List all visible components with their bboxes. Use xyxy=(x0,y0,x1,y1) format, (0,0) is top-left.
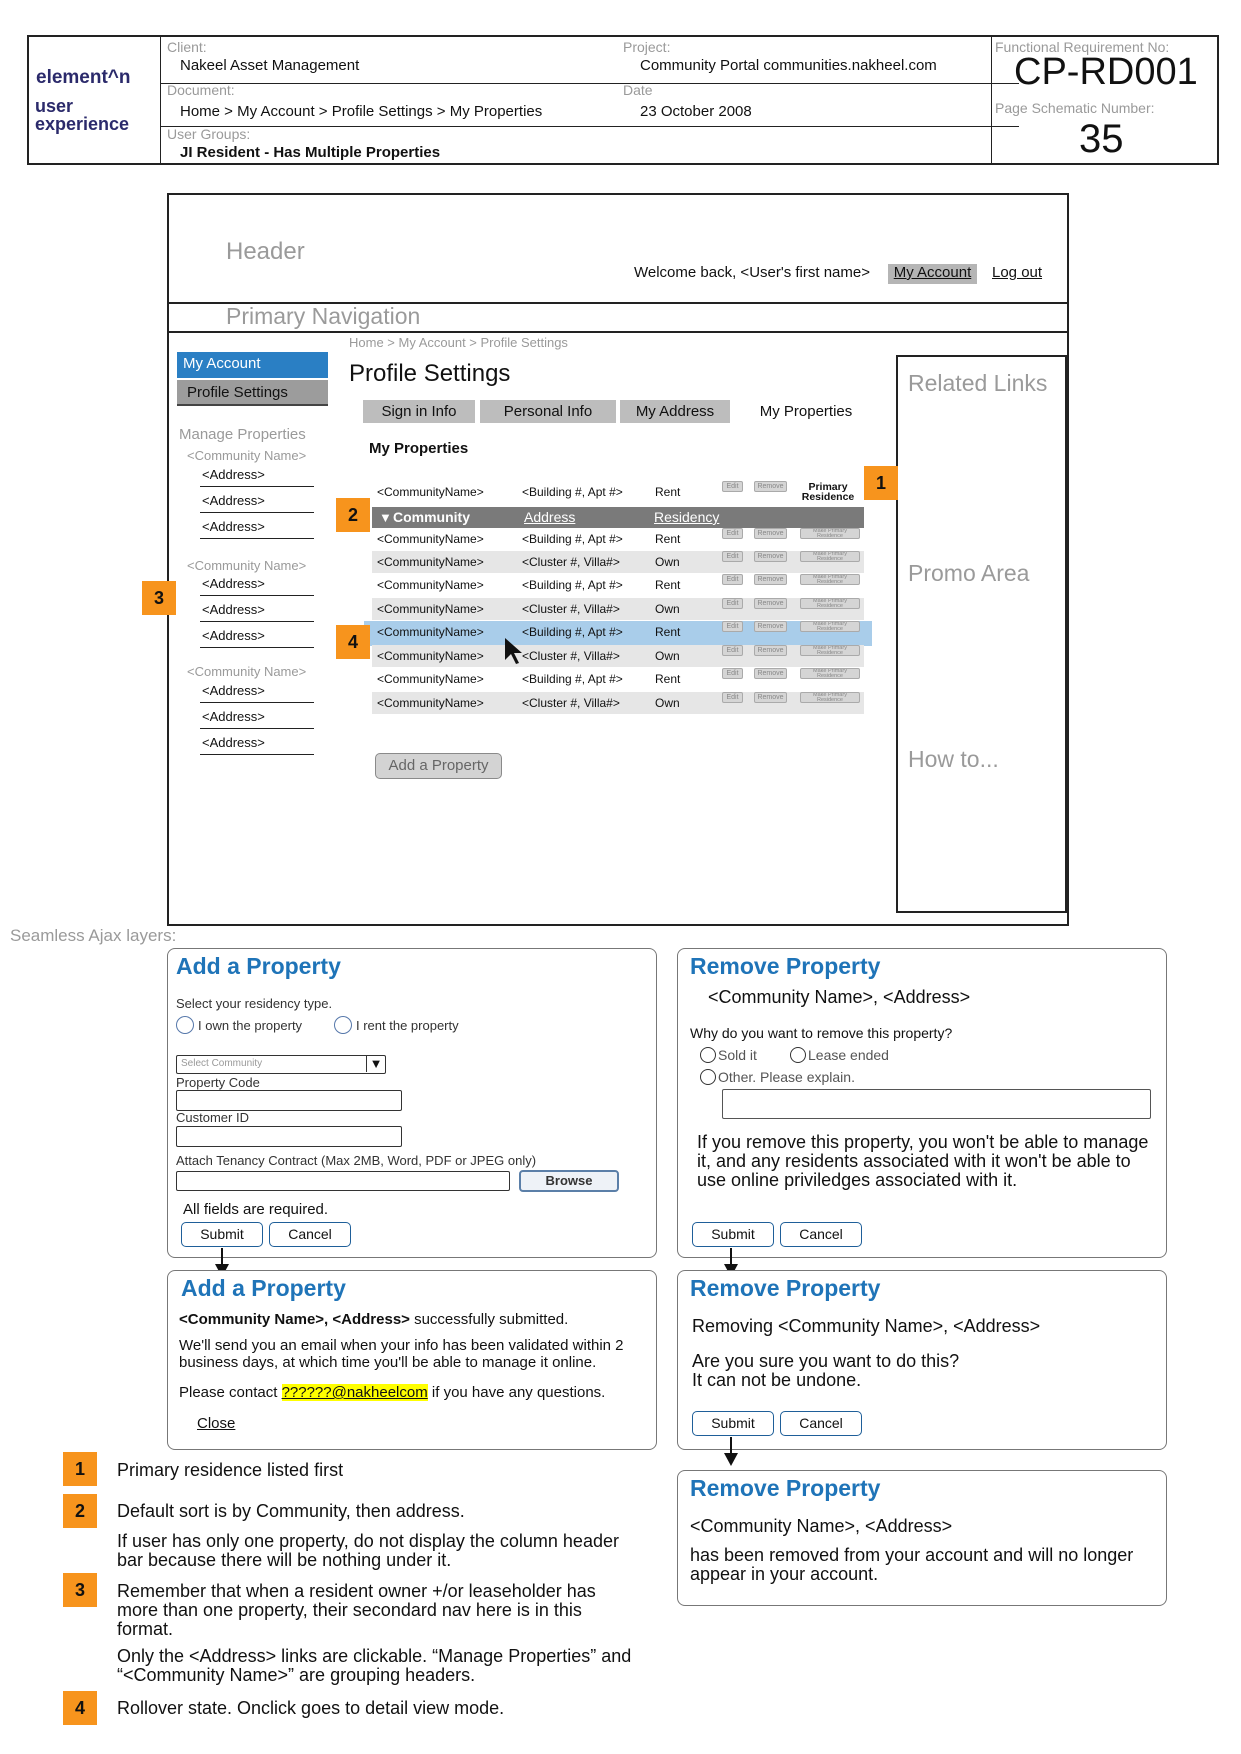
note-2-marker: 2 xyxy=(63,1494,97,1528)
cell-address: <Building #, Apt #> xyxy=(522,672,623,686)
submitted-text xyxy=(179,1311,568,1328)
option-sold[interactable] xyxy=(700,1047,757,1063)
ajax-layers-label: Seamless Ajax layers: xyxy=(10,926,177,945)
cell-residency: Rent xyxy=(655,532,681,546)
table-row[interactable] xyxy=(372,692,864,714)
remove-button[interactable]: Remove xyxy=(754,692,787,703)
sidebar-address-link[interactable]: <Address> xyxy=(200,465,314,487)
contact-prefix: Please contact xyxy=(179,1384,282,1401)
removing-text: Removing <Community Name>, <Address> xyxy=(692,1316,1041,1336)
community-select[interactable] xyxy=(176,1055,386,1074)
project-value: Community Portal communities.nakheel.com xyxy=(640,57,937,74)
submitted-rest: successfully submitted. xyxy=(409,1311,569,1328)
user-groups-value: JI Resident - Has Multiple Properties xyxy=(180,144,441,161)
document-value: Home > My Account > Profile Settings > My Properties xyxy=(180,103,543,120)
cell-community: <CommunityName> xyxy=(377,602,484,616)
project-label: Project: xyxy=(623,39,671,55)
cell-residency: Own xyxy=(655,696,680,710)
logo-line1: element^n xyxy=(36,67,131,88)
note-4-text: Rollover state. Onclick goes to detail view mode. xyxy=(117,1698,505,1718)
edit-button[interactable]: Edit xyxy=(722,668,743,679)
fr-label: Functional Requirement No: xyxy=(995,39,1170,55)
rent-option-label: I rent the property xyxy=(356,1018,459,1033)
edit-button[interactable]: Edit xyxy=(722,598,743,609)
table-row[interactable] xyxy=(372,528,864,550)
flow-arrow-icon xyxy=(723,1437,739,1467)
note-1-text: Primary residence listed first xyxy=(117,1460,344,1480)
marker-4: 4 xyxy=(336,625,370,659)
header-address[interactable]: Address xyxy=(524,509,576,525)
note-4-marker: 4 xyxy=(63,1691,97,1725)
date-label: Date xyxy=(623,82,653,98)
sidebar-item-my-account[interactable]: My Account xyxy=(177,352,328,378)
header-divider-1 xyxy=(161,83,1019,84)
confirm-cancel-button[interactable]: Cancel xyxy=(780,1411,862,1436)
cell-residency: Rent xyxy=(655,578,681,592)
contact-suffix: if you have any questions. xyxy=(427,1384,606,1401)
header-divider-v xyxy=(991,37,992,163)
remove-button[interactable]: Remove xyxy=(754,574,787,585)
edit-button[interactable]: Edit xyxy=(722,528,743,539)
sort-triangle-icon[interactable]: ▼ xyxy=(379,510,392,525)
cell-residency: Own xyxy=(655,555,680,569)
cell-community: <CommunityName> xyxy=(377,672,484,686)
remove-warning: If you remove this property, you won't be able to manage it, and any residents associated with it won't be able to use online priviledges associated with it. xyxy=(697,1132,1149,1190)
cell-community: <CommunityName> xyxy=(377,555,484,569)
option-other-label: Other. Please explain. xyxy=(718,1069,855,1085)
option-other[interactable] xyxy=(700,1069,855,1085)
client-value: Nakeel Asset Management xyxy=(180,57,360,74)
remove-button[interactable]: Remove xyxy=(754,551,787,562)
cell-community: <CommunityName> xyxy=(377,532,484,546)
remove-submit-button[interactable]: Submit xyxy=(692,1222,774,1247)
add-submit-button[interactable]: Submit xyxy=(181,1222,263,1247)
remove-button[interactable]: Remove xyxy=(754,668,787,679)
table-row[interactable] xyxy=(364,621,872,646)
related-links-placeholder: Related Links xyxy=(908,370,1048,396)
add-success-title: Add a Property xyxy=(181,1275,346,1301)
schematic-label: Page Schematic Number: xyxy=(995,100,1155,116)
make-primary-button[interactable]: Make Primary Residence xyxy=(800,528,860,539)
sidebar-item-profile-settings[interactable]: Profile Settings xyxy=(177,380,328,406)
cell-community: <CommunityName> xyxy=(377,649,484,663)
my-account-link[interactable]: My Account xyxy=(888,264,977,284)
cell-residency: Rent xyxy=(655,625,681,639)
remove-button[interactable]: Remove xyxy=(754,621,787,632)
cell-community: <CommunityName> xyxy=(377,696,484,710)
tab-my-address[interactable]: My Address xyxy=(620,400,730,423)
cell-address: <Building #, Apt #> xyxy=(522,578,623,592)
table-row[interactable] xyxy=(372,551,864,573)
add-property-title: Add a Property xyxy=(176,953,341,979)
cell-address: <Cluster #, Villa#> xyxy=(522,555,620,569)
make-primary-button[interactable]: Make Primary Residence xyxy=(800,551,860,562)
note-2-line1: Default sort is by Community, then address. xyxy=(117,1501,465,1521)
make-primary-button[interactable]: Make Primary Residence xyxy=(800,668,860,679)
user-groups-label: User Groups: xyxy=(167,126,251,142)
tab-personal-info[interactable]: Personal Info xyxy=(480,400,616,423)
sidebar-address-link[interactable]: <Address> xyxy=(200,517,314,539)
sidebar-manage-properties: Manage Properties xyxy=(179,426,306,443)
remove-button[interactable]: Remove xyxy=(754,598,787,609)
residency-prompt: Select your residency type. xyxy=(176,996,333,1011)
lease-radio[interactable] xyxy=(790,1047,806,1063)
sold-radio[interactable] xyxy=(700,1047,716,1063)
attach-label: Attach Tenancy Contract (Max 2MB, Word, PDF or JPEG only) xyxy=(176,1153,537,1168)
sidebar-address-link[interactable]: <Address> xyxy=(200,707,314,729)
rent-radio[interactable] xyxy=(334,1016,352,1034)
make-primary-button[interactable]: Make Primary Residence xyxy=(800,692,860,703)
header-divider-2 xyxy=(161,126,1019,127)
logo-line2: user xyxy=(35,96,74,116)
own-option-label: I own the property xyxy=(198,1018,303,1033)
client-label: Client: xyxy=(167,39,207,55)
add-property-button[interactable]: Add a Property xyxy=(375,753,502,779)
other-explain-input[interactable] xyxy=(722,1089,1151,1119)
document-label: Document: xyxy=(167,82,235,98)
add-cancel-button[interactable]: Cancel xyxy=(269,1222,351,1247)
table-row[interactable] xyxy=(372,598,864,620)
sidebar-community-name: <Community Name> xyxy=(187,448,307,463)
cell-community: <CommunityName> xyxy=(377,625,484,639)
customer-id-label: Customer ID xyxy=(176,1110,249,1125)
email-note: We'll send you an email when your info has been validated within 2 business days, at which time you'll be able to manage it online. xyxy=(179,1337,624,1371)
remove-done-message: has been removed from your account and will no longer appear in your account. xyxy=(690,1545,1134,1584)
edit-button[interactable]: Edit xyxy=(722,645,743,656)
remove-cancel-button[interactable]: Cancel xyxy=(780,1222,862,1247)
nav-area-divider xyxy=(167,331,1069,333)
cell-address: <Building #, Apt #> xyxy=(522,485,623,499)
own-option[interactable] xyxy=(176,1016,302,1034)
how-to-placeholder: How to... xyxy=(908,746,999,772)
tab-sign-in-info[interactable]: Sign in Info xyxy=(363,400,475,423)
contact-text xyxy=(179,1384,605,1401)
section-title: My Properties xyxy=(369,440,469,457)
edit-button[interactable]: Edit xyxy=(722,481,743,492)
make-primary-button[interactable]: Make Primary Residence xyxy=(800,645,860,656)
table-row[interactable] xyxy=(372,645,864,667)
cell-address: <Building #, Apt #> xyxy=(522,625,623,639)
cell-address: <Cluster #, Villa#> xyxy=(522,602,620,616)
contact-email-link[interactable]: ??????@nakheelcom xyxy=(281,1384,428,1401)
cell-community: <CommunityName> xyxy=(377,578,484,592)
option-lease[interactable] xyxy=(790,1047,889,1063)
sidebar-address-link[interactable]: <Address> xyxy=(200,681,314,703)
property-code-input[interactable] xyxy=(176,1090,402,1111)
marker-2: 2 xyxy=(336,498,370,532)
right-column xyxy=(896,355,1067,913)
cell-residency: Own xyxy=(655,649,680,663)
header-community[interactable]: Community xyxy=(393,509,470,525)
cell-community: <CommunityName> xyxy=(377,485,484,499)
primary-nav-placeholder: Primary Navigation xyxy=(226,303,421,329)
remove-button[interactable]: Remove xyxy=(754,645,787,656)
note-1-marker: 1 xyxy=(63,1452,97,1486)
make-primary-button[interactable]: Make Primary Residence xyxy=(800,598,860,609)
remove-done-title: Remove Property xyxy=(690,1475,881,1501)
fr-value: CP-RD001 xyxy=(1014,51,1198,93)
browse-button[interactable]: Browse xyxy=(519,1170,619,1192)
edit-button[interactable]: Edit xyxy=(722,574,743,585)
required-note: All fields are required. xyxy=(183,1201,329,1218)
remove-button[interactable]: Remove xyxy=(754,481,787,492)
attach-file-input[interactable] xyxy=(176,1171,510,1191)
marker-1: 1 xyxy=(864,466,898,500)
cell-address: <Cluster #, Villa#> xyxy=(522,649,620,663)
sidebar-address-link[interactable]: <Address> xyxy=(200,600,314,622)
note-3-line1: Remember that when a resident owner +/or leaseholder has more than one property, their secondard nav here is in this format. xyxy=(117,1581,596,1639)
cell-residency: Own xyxy=(655,602,680,616)
remove-done-subtitle: <Community Name>, <Address> xyxy=(690,1516,953,1536)
promo-area-placeholder: Promo Area xyxy=(908,560,1030,586)
tab-my-properties[interactable]: My Properties xyxy=(759,403,853,420)
note-3-marker: 3 xyxy=(63,1573,97,1607)
remove-confirm-title: Remove Property xyxy=(690,1275,881,1301)
note-2-line2: If user has only one property, do not display the column header bar because there will be nothing under it. xyxy=(117,1531,619,1570)
chevron-down-icon[interactable]: ▼ xyxy=(366,1056,385,1072)
property-code-label: Property Code xyxy=(176,1075,260,1090)
make-primary-button[interactable]: Make Primary Residence xyxy=(800,574,860,585)
table-row[interactable] xyxy=(372,574,864,596)
community-select-value: Select Community xyxy=(181,1058,263,1069)
cursor-icon xyxy=(503,636,527,666)
logo-line3: experience xyxy=(35,114,130,134)
breadcrumb: Home > My Account > Profile Settings xyxy=(349,335,568,350)
remove-question: Why do you want to remove this property? xyxy=(690,1025,953,1041)
header-residency[interactable]: Residency xyxy=(654,509,720,525)
remove-property-title: Remove Property xyxy=(690,953,881,979)
sidebar-community-name: <Community Name> xyxy=(187,558,307,573)
logout-link[interactable]: Log out xyxy=(992,264,1043,281)
cell-residency: Rent xyxy=(655,672,681,686)
sidebar-community-name: <Community Name> xyxy=(187,664,307,679)
sidebar-address-link[interactable]: <Address> xyxy=(200,574,314,596)
submitted-bold: <Community Name>, <Address> xyxy=(179,1311,410,1328)
sidebar-address-link[interactable]: <Address> xyxy=(200,491,314,513)
confirm-submit-button[interactable]: Submit xyxy=(692,1411,774,1436)
date-value: 23 October 2008 xyxy=(640,103,752,120)
primary-residence-label: Primary Residence xyxy=(801,481,855,503)
option-sold-label: Sold it xyxy=(718,1047,757,1063)
logo xyxy=(29,37,161,163)
table-row[interactable] xyxy=(372,668,864,690)
customer-id-input[interactable] xyxy=(176,1126,402,1147)
note-3-line2: Only the <Address> links are clickable. “Manage Properties” and “<Community Name>” are grouping headers. xyxy=(117,1646,632,1685)
doc-header xyxy=(27,35,1219,165)
rent-option[interactable] xyxy=(334,1016,459,1034)
page-title: Profile Settings xyxy=(349,360,511,387)
sidebar-address-link[interactable]: <Address> xyxy=(200,733,314,755)
close-link[interactable]: Close xyxy=(197,1415,236,1432)
cell-residency: Rent xyxy=(655,485,681,499)
column-header-bar xyxy=(372,507,864,528)
marker-3: 3 xyxy=(142,581,176,615)
confirm-line1: Are you sure you want to do this? xyxy=(692,1351,960,1371)
option-lease-label: Lease ended xyxy=(808,1047,889,1063)
cell-address: <Cluster #, Villa#> xyxy=(522,696,620,710)
edit-button[interactable]: Edit xyxy=(722,692,743,703)
other-radio[interactable] xyxy=(700,1069,716,1085)
edit-button[interactable]: Edit xyxy=(722,621,743,632)
confirm-line2: It can not be undone. xyxy=(692,1370,862,1390)
edit-button[interactable]: Edit xyxy=(722,551,743,562)
welcome-text: Welcome back, <User's first name> xyxy=(634,264,871,281)
schematic-value: 35 xyxy=(1079,117,1124,161)
remove-property-subtitle: <Community Name>, <Address> xyxy=(708,987,971,1007)
remove-button[interactable]: Remove xyxy=(754,528,787,539)
primary-residence-row[interactable] xyxy=(372,481,864,503)
sidebar-address-link[interactable]: <Address> xyxy=(200,626,314,648)
cell-address: <Building #, Apt #> xyxy=(522,532,623,546)
make-primary-button[interactable]: Make Primary Residence xyxy=(800,621,860,632)
header-placeholder: Header xyxy=(226,238,305,265)
own-radio[interactable] xyxy=(176,1016,194,1034)
